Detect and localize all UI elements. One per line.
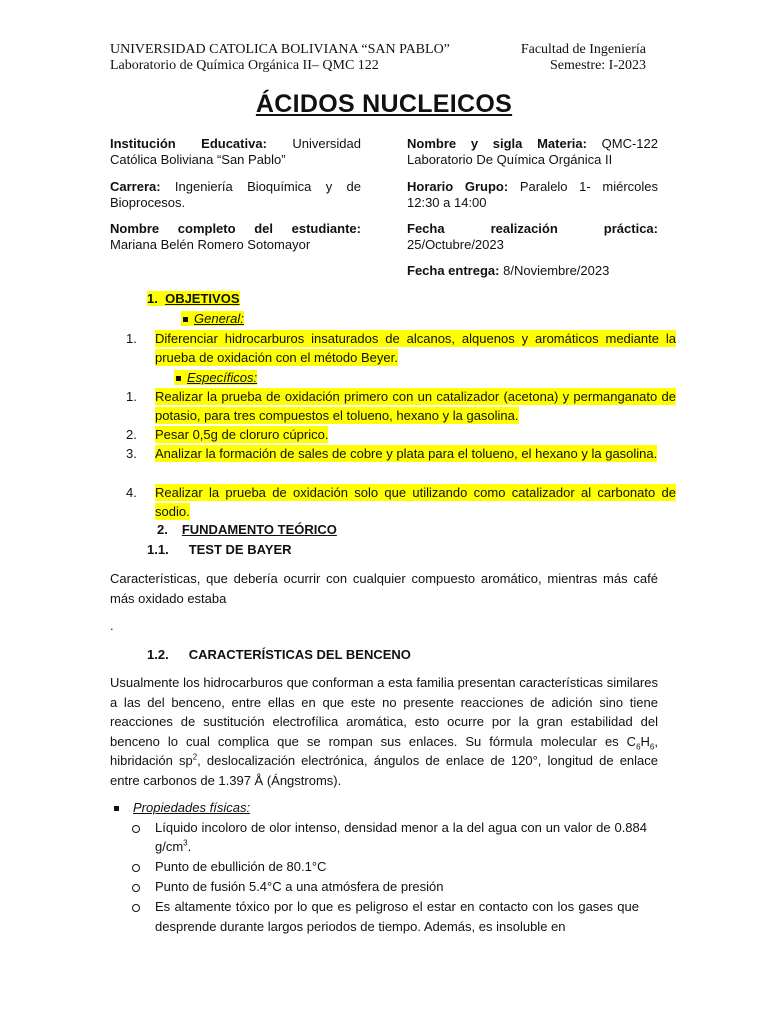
specific-item-num: 4. bbox=[126, 485, 137, 500]
career-value: Ingeniería Bioquímica y de Bioprocesos. bbox=[110, 179, 361, 210]
university-name: UNIVERSIDAD CATOLICA BOLIVIANA “SAN PABLO” bbox=[110, 42, 450, 57]
header-row-2 bbox=[110, 58, 646, 74]
subsection-num: 1.2. bbox=[147, 647, 169, 662]
specific-item bbox=[155, 483, 676, 521]
specific-item-text: Realizar la prueba de oxidación solo que utilizando como catalizador al carbonato de sodio. bbox=[155, 485, 676, 519]
subsection-num: 1.1. bbox=[147, 542, 169, 557]
subject-value: QMC-122 Laboratorio De Química Orgánica II bbox=[407, 136, 658, 167]
schedule-label: Horario Grupo: bbox=[407, 179, 509, 194]
specific-item-num: 2. bbox=[126, 427, 137, 442]
formula-h: H bbox=[640, 733, 650, 749]
lab-name: Laboratorio de Química Orgánica II– QMC 122 bbox=[110, 58, 379, 73]
specific-label: Específicos: bbox=[187, 370, 258, 385]
benzene-paragraph bbox=[110, 673, 658, 790]
general-label: General: bbox=[194, 311, 244, 326]
specific-item bbox=[155, 444, 676, 463]
specific-item-num: 3. bbox=[126, 446, 137, 461]
info-delivery bbox=[407, 263, 658, 279]
specific-item bbox=[155, 425, 676, 444]
subject-label: Nombre y sigla Materia: bbox=[407, 136, 587, 151]
info-subject bbox=[407, 136, 658, 168]
theory-heading bbox=[157, 520, 337, 539]
properties-label: Propiedades físicas: bbox=[133, 800, 251, 815]
objectives-heading bbox=[147, 289, 240, 308]
info-institution bbox=[110, 136, 361, 168]
circle-bullet-icon bbox=[132, 857, 140, 876]
semester: Semestre: I-2023 bbox=[549, 58, 646, 73]
property-item bbox=[155, 818, 647, 856]
benzene-text-a: Usualmente los hidrocarburos que conforman a esta familia presentan características similares a las del benceno, entre ellas en que este no presente reacciones de adición sino tiene reacciones de sustitución electrofílica aromática, esto ocurre por la gran estabilidad del benceno lo cual complica que se rompan sus enlaces. Su fórmula molecular es C bbox=[110, 675, 658, 749]
subscript-h: 6 bbox=[649, 742, 655, 752]
property-text-end: . bbox=[187, 839, 192, 854]
bayer-paragraph: Características, que debería ocurrir con cualquier compuesto aromático, mientras más café más oxidado estaba bbox=[110, 571, 658, 606]
institution-value: Universidad Católica Boliviana “San Pablo” bbox=[110, 136, 361, 167]
career-label: Carrera: bbox=[110, 179, 161, 194]
institution-label: Institución Educativa: bbox=[110, 136, 267, 151]
specific-label-row bbox=[174, 368, 257, 387]
benzene-text-b: , hibridación sp bbox=[110, 733, 658, 768]
faculty-name: Facultad de Ingeniería bbox=[520, 42, 646, 57]
general-item bbox=[155, 329, 676, 367]
specific-item-text: Realizar la prueba de oxidación primero con un catalizador (acetona) y permanganato de potasio, para tres compuestos el tolueno, hexano y la gasolina. bbox=[155, 389, 676, 423]
student-value: Mariana Belén Romero Sotomayor bbox=[110, 237, 311, 252]
student-label: Nombre completo del estudiante: bbox=[110, 221, 361, 236]
property-item: Punto de ebullición de 80.1°C bbox=[155, 859, 327, 874]
square-bullet-icon bbox=[183, 317, 188, 322]
info-schedule bbox=[407, 179, 658, 211]
circle-bullet-icon bbox=[132, 877, 140, 896]
subsection-title: TEST DE BAYER bbox=[188, 542, 292, 557]
subsection-1-2 bbox=[147, 645, 411, 664]
circle-bullet-icon bbox=[132, 818, 140, 837]
specific-item-num: 1. bbox=[126, 389, 137, 404]
subsection-1-1 bbox=[147, 540, 292, 559]
specific-item-text: Analizar la formación de sales de cobre y plata para el tolueno, el hexano y la gasolina. bbox=[155, 446, 658, 461]
theory-heading-text: FUNDAMENTO TEÓRICO bbox=[181, 522, 337, 537]
square-bullet-icon bbox=[176, 376, 181, 381]
info-student bbox=[110, 221, 361, 253]
stray-dot: . bbox=[110, 618, 114, 633]
info-career bbox=[110, 179, 361, 211]
general-label-row bbox=[181, 309, 244, 328]
superscript-cubed: 3 bbox=[183, 838, 188, 848]
subsection-title: CARACTERÍSTICAS DEL BENCENO bbox=[188, 647, 411, 662]
header-row-1 bbox=[110, 42, 646, 58]
benzene-text-c: , deslocalización electrónica, ángulos de enlace de 120°, longitud de enlace entre carbonos de 1.397 Å (Ángstroms). bbox=[110, 753, 659, 788]
schedule-value: Paralelo 1- miércoles 12:30 a 14:00 bbox=[407, 179, 658, 210]
general-item-num: 1. bbox=[126, 331, 137, 346]
superscript-sp: 2 bbox=[192, 752, 198, 762]
property-text: Líquido incoloro de olor intenso, densidad menor a la del agua con un valor de 0.884 g/cm bbox=[155, 820, 647, 854]
properties-label-row bbox=[114, 798, 250, 817]
specific-item-text: Pesar 0,5g de cloruro cúprico. bbox=[155, 427, 329, 442]
delivery-value: 8/Noviembre/2023 bbox=[503, 263, 610, 278]
circle-bullet-icon bbox=[132, 897, 140, 916]
info-date bbox=[407, 221, 658, 253]
specific-item bbox=[155, 387, 676, 425]
property-item: Punto de fusión 5.4°C a una atmósfera de presión bbox=[155, 879, 444, 894]
date-label: Fecha realización práctica: bbox=[407, 221, 658, 236]
objectives-heading-num: 1. bbox=[147, 291, 158, 306]
property-item: Es altamente tóxico por lo que es peligroso el estar en contacto con los gases que desprende durante largos periodos de tiempo. Además, es insoluble en bbox=[155, 899, 639, 934]
page-title: ÁCIDOS NUCLEICOS bbox=[255, 90, 513, 118]
delivery-label: Fecha entrega: bbox=[407, 263, 500, 278]
objectives-heading-text: OBJETIVOS bbox=[165, 291, 240, 306]
square-bullet-icon bbox=[114, 806, 119, 811]
date-value: 25/Octubre/2023 bbox=[407, 237, 504, 252]
general-item-text: Diferenciar hidrocarburos insaturados de alcanos, alquenos y aromáticos mediante la prueba de oxidación con el método Beyer. bbox=[155, 331, 676, 365]
theory-heading-num: 2. bbox=[157, 522, 168, 537]
subscript-c: 6 bbox=[636, 742, 641, 752]
